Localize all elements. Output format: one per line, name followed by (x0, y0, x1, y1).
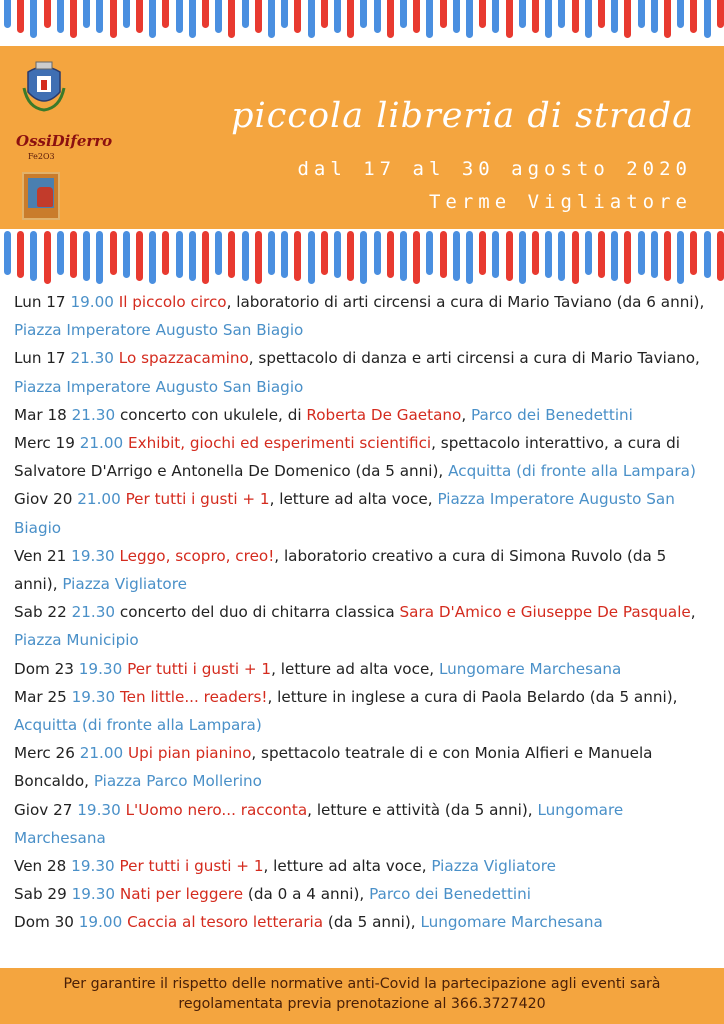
stripe (242, 0, 249, 28)
stripe (532, 0, 539, 33)
stripe (308, 231, 315, 284)
event-day: Giov 20 (14, 490, 73, 509)
event-entry (14, 401, 714, 429)
event-time: 19.30 (71, 885, 116, 904)
event-day: Lun 17 (14, 349, 66, 368)
event-day: Ven 28 (14, 857, 67, 876)
event-time: 19.00 (70, 293, 114, 311)
event-description: , spettacolo di danza e arti circensi a cura di Mario Taviano, (248, 349, 700, 368)
stripe (44, 231, 51, 284)
stripe (519, 0, 526, 28)
stripe (453, 0, 460, 33)
stripe (215, 231, 222, 275)
event-title: Ten little... readers! (119, 687, 268, 706)
footer-banner (0, 968, 724, 1024)
stripe (638, 231, 645, 275)
event-time: 21.30 (71, 603, 116, 622)
stripe (466, 231, 473, 284)
event-venue: Parco dei Benedettini (369, 885, 531, 904)
event-location: Terme Vigliatore (428, 191, 692, 213)
event-title: Nati per leggere (119, 885, 244, 904)
event-time: 21.00 (79, 744, 124, 763)
event-time: 19.00 (78, 913, 123, 932)
stripe (572, 231, 579, 284)
stripe (83, 0, 90, 28)
event-time: 21.00 (79, 434, 124, 453)
stripe (308, 0, 315, 38)
stripe (611, 231, 618, 281)
event-description: (da 0 a 4 anni), (243, 885, 370, 904)
event-entry (14, 542, 714, 598)
event-time: 19.30 (71, 687, 116, 706)
stripe (690, 0, 697, 33)
stripe (519, 231, 526, 284)
event-description: , letture e attività (da 5 anni), (307, 800, 538, 819)
event-day: Ven 21 (14, 546, 67, 565)
stripe (572, 0, 579, 33)
stripe (413, 231, 420, 284)
stripe (294, 0, 301, 33)
event-day: Lun 17 (14, 293, 66, 311)
stripe (374, 231, 381, 275)
event-description: concerto del duo di chitarra classica (115, 603, 400, 622)
stripe (268, 231, 275, 275)
stripe (96, 0, 103, 33)
stripe (136, 0, 143, 33)
stripe (321, 0, 328, 28)
stripe (294, 231, 301, 281)
event-description: , letture ad alta voce, (271, 659, 439, 678)
stripe (17, 0, 24, 33)
logo-column (14, 56, 114, 226)
event-dates: dal 17 al 30 agosto 2020 (297, 158, 692, 180)
event-venue: Lungomare Marchesana (14, 800, 624, 847)
event-day: Giov 27 (14, 800, 73, 819)
event-description: , letture ad alta voce, (269, 490, 438, 509)
event-time: 21.30 (71, 405, 116, 424)
event-venue: Acquitta (di fronte alla Lampara) (448, 462, 696, 481)
stripe (387, 0, 394, 38)
event-time: 21.30 (70, 349, 114, 368)
event-entry (14, 880, 714, 908)
stripe (176, 231, 183, 278)
event-entry (14, 683, 714, 739)
event-title: Per tutti i gusti + 1 (125, 490, 270, 509)
stripe (228, 231, 235, 278)
stripe (638, 0, 645, 28)
event-venue: Piazza Vigliatore (431, 857, 556, 876)
event-day: Dom 30 (14, 913, 74, 932)
event-separator: , (461, 405, 471, 424)
stripe (479, 231, 486, 275)
stripe (255, 231, 262, 284)
stripe (189, 0, 196, 38)
event-separator: , (690, 603, 696, 622)
event-title: Upi pian pianino (128, 744, 252, 763)
event-venue: Piazza Imperatore Augusto San Biagio (14, 321, 304, 340)
stripe (255, 0, 262, 33)
stripe (215, 0, 222, 33)
stripe (440, 0, 447, 28)
event-venue: Acquitta (di fronte alla Lampara) (14, 716, 262, 735)
event-day: Mar 18 (14, 405, 67, 424)
stripe (545, 231, 552, 278)
event-time: 19.30 (77, 800, 121, 819)
stripe (110, 0, 117, 38)
stripe (400, 231, 407, 281)
event-day: Merc 26 (14, 744, 75, 763)
stripe (426, 231, 433, 275)
top-stripe-border (0, 0, 724, 46)
stripe (717, 231, 724, 281)
event-title: Per tutti i gusti + 1 (127, 659, 272, 678)
stripe (281, 0, 288, 28)
stripe (70, 0, 77, 38)
stripe (717, 0, 724, 28)
event-description: , laboratorio di arti circensi a cura di Mario Taviano (da 6 anni), (226, 293, 705, 311)
event-description: , spettacolo interattivo, a cura di Salvatore D'Arrigo e Antonella De Domenico (da 5 anni), (14, 434, 680, 481)
event-entry (14, 908, 714, 936)
stripe (57, 0, 64, 33)
stripe (123, 231, 130, 278)
stripe (413, 0, 420, 33)
stripe (453, 231, 460, 281)
event-title: Per tutti i gusti + 1 (119, 857, 264, 876)
event-day: Sab 22 (14, 603, 67, 622)
stripe (334, 231, 341, 278)
stripe (558, 231, 565, 281)
brand-logo-text: OssiDiferro (16, 132, 113, 150)
stripe (585, 231, 592, 275)
stripe (110, 231, 117, 275)
stripe (440, 231, 447, 278)
event-description: , letture in inglese a cura di Paola Belardo (da 5 anni), (267, 687, 678, 706)
stripe (598, 0, 605, 28)
bottom-stripe-border (0, 229, 724, 284)
event-time: 19.30 (71, 857, 115, 876)
stripe (506, 0, 513, 38)
stripe (479, 0, 486, 28)
event-performer: Roberta De Gaetano (306, 405, 462, 424)
event-venue: Piazza Municipio (14, 631, 139, 650)
stripe (347, 0, 354, 38)
library-badge-icon (22, 172, 60, 220)
stripe (506, 231, 513, 281)
stripe (611, 0, 618, 33)
event-title: Lo spazzacamino (118, 349, 249, 368)
stripe (123, 0, 130, 28)
stripe (83, 231, 90, 281)
stripe (704, 0, 711, 38)
stripe (651, 231, 658, 278)
stripe (268, 0, 275, 38)
event-title: Caccia al tesoro letteraria (127, 913, 324, 932)
stripe (136, 231, 143, 281)
town-crest-icon (22, 58, 66, 112)
stripe (30, 231, 37, 281)
stripe (651, 0, 658, 33)
stripe (426, 0, 433, 38)
event-entry (14, 739, 714, 795)
event-description: concerto con ukulele, di (115, 405, 307, 424)
event-entry (14, 796, 714, 852)
event-venue: Lungomare Marchesana (438, 659, 622, 678)
event-venue: Lungomare Marchesana (420, 913, 603, 932)
stripe (690, 231, 697, 275)
stripe (202, 231, 209, 284)
event-venue: Piazza Imperatore Augusto San Biagio (14, 377, 304, 396)
stripe (704, 231, 711, 278)
stripe (70, 231, 77, 278)
stripe (202, 0, 209, 28)
stripe (374, 0, 381, 33)
event-title: Leggo, scopro, creo! (119, 546, 275, 565)
stripe (387, 231, 394, 278)
stripe (492, 0, 499, 33)
stripe (321, 231, 328, 275)
event-time: 19.30 (71, 546, 115, 565)
stripe (162, 231, 169, 275)
stripe (334, 0, 341, 33)
stripe (4, 0, 11, 28)
covid-notice: Per garantire il rispetto delle normative anti-Covid la partecipazione agli eventi sarà regolamentata previa prenotazione al 366.3727420 (63, 976, 661, 1012)
stripe (466, 0, 473, 38)
page-title: piccola libreria di strada (231, 96, 694, 136)
event-entry (14, 344, 714, 400)
stripe (162, 0, 169, 28)
event-description: (da 5 anni), (323, 913, 421, 932)
stripe (400, 0, 407, 28)
stripe (598, 231, 605, 278)
event-venue: Piazza Parco Mollerino (93, 772, 262, 791)
stripe (545, 0, 552, 38)
event-title: Exhibit, giochi ed esperimenti scientifici (128, 434, 432, 453)
stripe (4, 231, 11, 275)
stripe (281, 231, 288, 278)
stripe (189, 231, 196, 281)
stripe (17, 231, 24, 278)
stripe (677, 0, 684, 28)
stripe (30, 0, 37, 38)
event-venue: Piazza Vigliatore (62, 575, 187, 594)
header-banner (0, 46, 724, 229)
stripe (585, 0, 592, 38)
event-time: 19.30 (78, 659, 123, 678)
event-venue: Parco dei Benedettini (471, 405, 633, 424)
event-entry (14, 485, 714, 541)
event-description: , laboratorio creativo a cura di Simona Ruvolo (da 5 anni), (14, 546, 667, 594)
stripe (228, 0, 235, 38)
stripe (96, 231, 103, 284)
event-performer: Sara D'Amico e Giuseppe De Pasquale (399, 603, 691, 622)
stripe (624, 0, 631, 38)
event-entry (14, 655, 714, 683)
event-entry (14, 429, 714, 485)
stripe (664, 231, 671, 281)
stripe (176, 0, 183, 33)
stripe (347, 231, 354, 281)
stripe (677, 231, 684, 284)
event-entry (14, 852, 714, 880)
stripe (492, 231, 499, 278)
event-day: Sab 29 (14, 885, 67, 904)
stripe (149, 0, 156, 38)
event-time: 21.00 (77, 490, 121, 509)
stripe (664, 0, 671, 38)
event-day: Mar 25 (14, 687, 67, 706)
brand-logo-subtext: Fe2O3 (28, 152, 55, 161)
stripe (532, 231, 539, 275)
event-day: Merc 19 (14, 434, 75, 453)
event-entry (14, 598, 714, 654)
stripe (242, 231, 249, 281)
event-day: Dom 23 (14, 659, 74, 678)
event-program-list (14, 288, 714, 937)
event-description: , letture ad alta voce, (263, 857, 432, 876)
event-title: L'Uomo nero... racconta (125, 800, 308, 819)
stripe (149, 231, 156, 284)
event-description: , spettacolo teatrale di e con Monia Alfieri e Manuela Boncaldo, (14, 744, 653, 791)
event-venue: Piazza Imperatore Augusto San Biagio (14, 490, 675, 537)
event-entry (14, 288, 714, 344)
stripe (360, 0, 367, 28)
event-title: Il piccolo circo (118, 293, 227, 311)
stripe (624, 231, 631, 284)
stripe (57, 231, 64, 275)
stripe (360, 231, 367, 284)
stripe (44, 0, 51, 28)
stripe (558, 0, 565, 28)
